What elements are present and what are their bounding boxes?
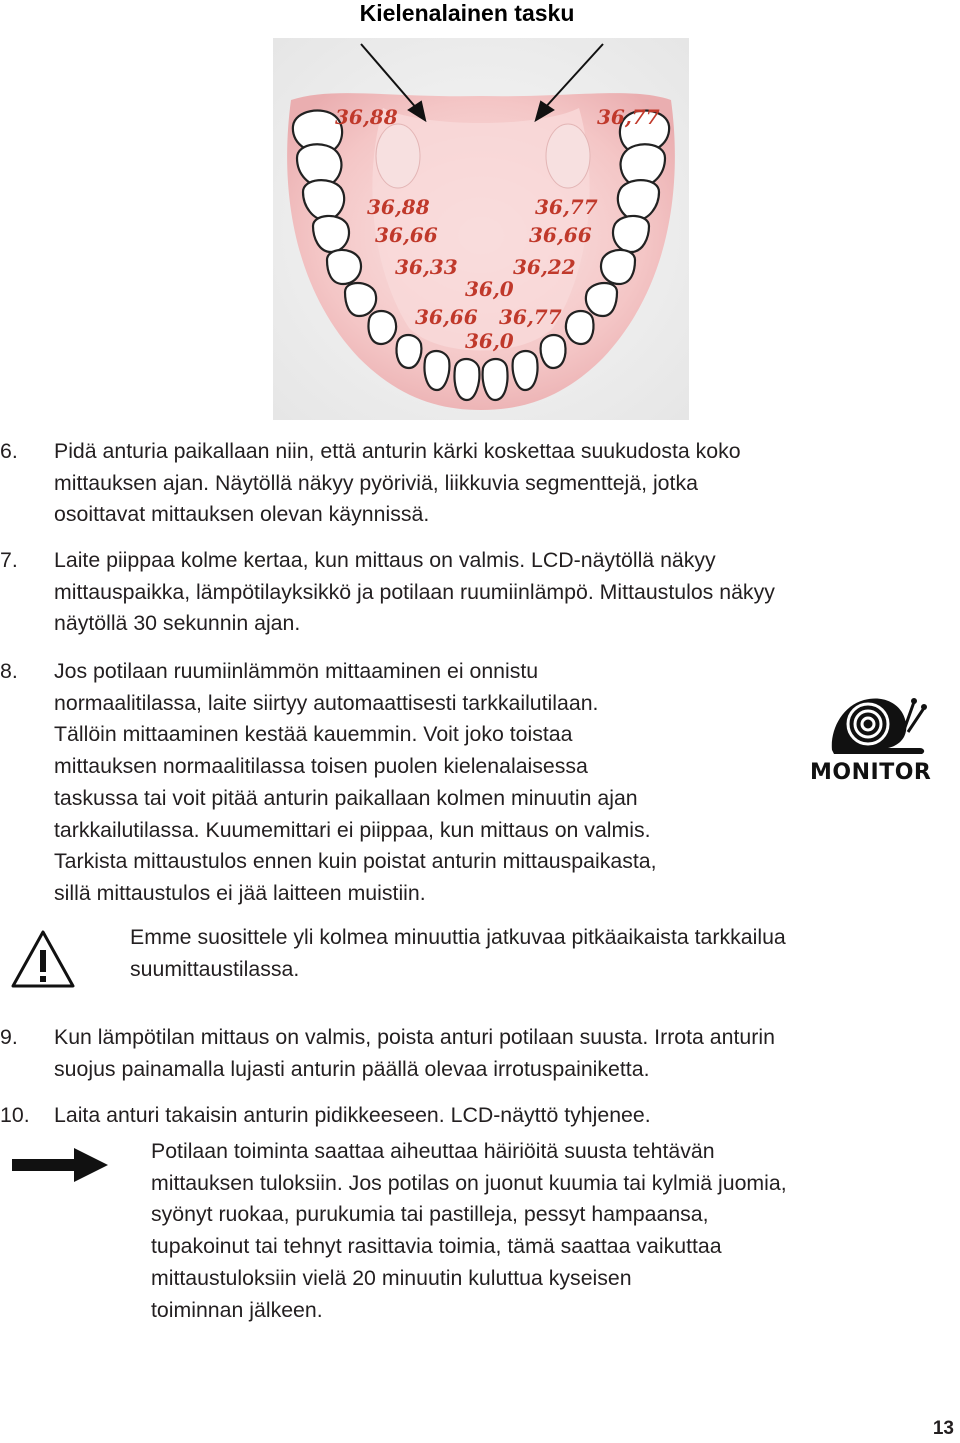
note-text	[151, 1136, 787, 1326]
text-line: tarkkailutilassa. Kuumemittari ei piippaa, kun mittaus on valmis.	[54, 817, 651, 842]
step-7-text	[54, 545, 775, 640]
text-line: näytöllä 30 sekunnin ajan.	[54, 611, 301, 636]
mouth-diagram	[273, 38, 689, 420]
tooth	[483, 359, 508, 400]
tooth	[313, 216, 349, 252]
step-6-number: 6.	[0, 439, 18, 463]
text-line: Tällöin mittaaminen kestää kauemmin. Voit joko toistaa	[54, 722, 573, 747]
tooth	[397, 335, 422, 368]
step-10-number: 10.	[0, 1103, 30, 1127]
text-line: mittauksen normaalitilassa toisen puolen kielenalaisessa	[54, 754, 588, 779]
text-line: Pidä anturia paikallaan niin, että anturin kärki koskettaa suukudosta koko	[54, 439, 741, 463]
text-line: osoittavat mittauksen olevan käynnissä.	[54, 502, 430, 527]
text-line: mittauspaikka, lämpötilayksikkö ja potilaan ruumiinlämpö. Mittaustulos näkyy	[54, 579, 775, 604]
page-number: 13	[932, 1418, 954, 1439]
temp-label-top-left: 36,88	[335, 105, 398, 129]
page-title: Kielenalainen tasku	[359, 0, 575, 26]
text-line: Tarkista mittaustulos ennen kuin poistat anturin mittauspaikasta,	[54, 849, 657, 874]
warning-triangle-icon	[10, 928, 76, 990]
tooth	[601, 250, 635, 284]
temp-label-center-2: 36,0	[465, 329, 514, 353]
text-line: mittaustuloksiin vielä 20 minuutin kuluttua kyseisen	[151, 1265, 632, 1290]
warning-text	[130, 922, 786, 985]
temp-label-center-1: 36,0	[465, 277, 514, 301]
text-line: suumittaustilassa.	[130, 956, 300, 981]
text-line: normaalitilassa, laite siirtyy automaattisesti tarkkailutilaan.	[54, 690, 599, 715]
step-6-text	[54, 436, 741, 531]
right-pocket	[546, 124, 590, 188]
text-line: mittauksen ajan. Näytöllä näkyy pyöriviä, liikkuvia segmenttejä, jotka	[54, 470, 698, 495]
temp-label-right-3: 36,22	[513, 255, 576, 279]
text-line: Kun lämpötilan mittaus on valmis, poista anturi potilaan suusta. Irrota anturin	[54, 1025, 775, 1049]
snail-icon	[828, 690, 928, 756]
temp-label-left-2: 36,66	[375, 223, 438, 247]
tooth	[513, 351, 538, 390]
tooth	[613, 216, 649, 252]
temp-label-center-right: 36,77	[499, 305, 562, 329]
step-8-text	[54, 656, 657, 910]
step-10-text	[54, 1100, 651, 1132]
text-line: sillä mittaustulos ei jää laitteen muistiin.	[54, 880, 426, 905]
tooth	[586, 283, 617, 316]
tooth	[541, 335, 566, 368]
text-line: Potilaan toiminta saattaa aiheuttaa häiriöitä suusta tehtävän	[151, 1139, 715, 1163]
text-line: taskussa tai voit pitää anturin paikallaan kolmen minuutin ajan	[54, 785, 638, 810]
text-line: toiminnan jälkeen.	[151, 1297, 323, 1322]
tooth	[345, 283, 376, 316]
monitor-label: MONITOR	[810, 760, 932, 785]
tooth	[455, 359, 480, 400]
tooth	[327, 250, 361, 284]
text-line: syönyt ruokaa, purukumia tai pastilleja, pessyt hampaansa,	[151, 1202, 709, 1227]
temp-label-left-1: 36,88	[367, 195, 430, 219]
temp-label-left-3: 36,33	[395, 255, 458, 279]
text-line: suojus painamalla lujasti anturin päällä olevaa irrotuspainiketta.	[54, 1056, 650, 1081]
step-9-number: 9.	[0, 1025, 18, 1049]
step-9-text	[54, 1022, 775, 1085]
left-pocket	[376, 124, 420, 188]
tooth	[369, 311, 397, 344]
text-line: Laita anturi takaisin anturin pidikkeeseen. LCD-näyttö tyhjenee.	[54, 1103, 651, 1127]
temp-label-right-2: 36,66	[529, 223, 592, 247]
temp-label-right-1: 36,77	[535, 195, 598, 219]
text-line: Emme suosittele yli kolmea minuuttia jatkuvaa pitkäaikaista tarkkailua	[130, 925, 786, 949]
temp-label-center-left: 36,66	[415, 305, 478, 329]
text-line: tupakoinut tai tehnyt rasittavia toimia, tämä saattaa vaikuttaa	[151, 1234, 722, 1259]
text-line: Laite piippaa kolme kertaa, kun mittaus on valmis. LCD-näytöllä näkyy	[54, 548, 716, 572]
step-8-number: 8.	[0, 659, 18, 683]
arrow-right-icon	[12, 1146, 110, 1184]
text-line: Jos potilaan ruumiinlämmön mittaaminen ei onnistu	[54, 659, 539, 683]
step-7-number: 7.	[0, 548, 18, 572]
temp-label-top-right: 36,77	[597, 105, 660, 129]
tooth	[566, 311, 594, 344]
text-line: mittauksen tuloksiin. Jos potilas on juonut kuumia tai kylmiä juomia,	[151, 1170, 787, 1195]
tooth	[425, 351, 450, 390]
